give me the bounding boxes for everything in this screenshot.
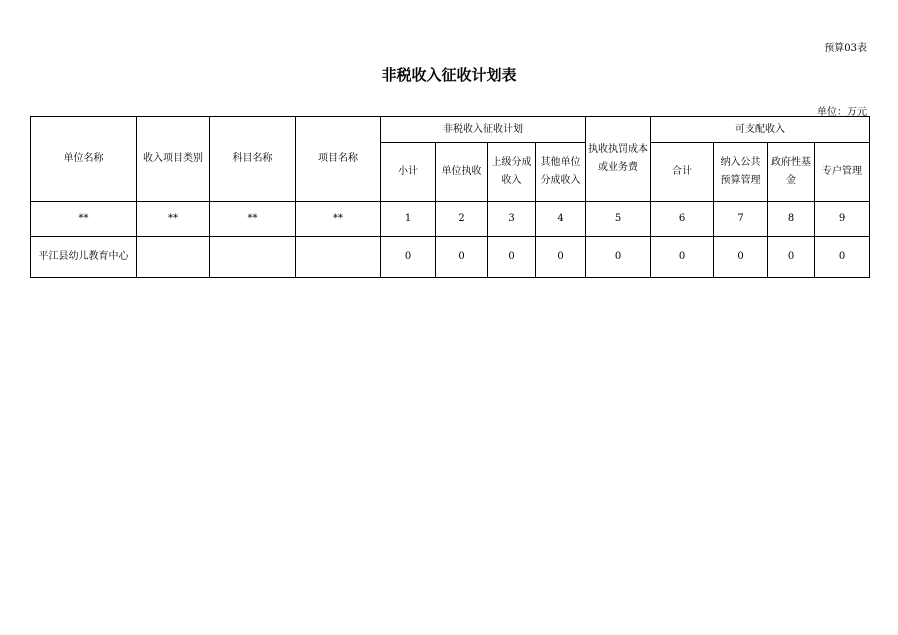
index-cell: 1 (381, 202, 436, 237)
item-cell (296, 237, 381, 278)
col-gov-fund: 政府性基金 (768, 143, 815, 202)
value-cell: 0 (488, 237, 536, 278)
index-cell: 2 (436, 202, 488, 237)
index-cell: 5 (586, 202, 651, 237)
index-cell: ** (296, 202, 381, 237)
value-cell: 0 (536, 237, 586, 278)
index-cell: 3 (488, 202, 536, 237)
unit-name-cell: 平江县幼儿教育中心 (31, 237, 137, 278)
index-cell: ** (31, 202, 137, 237)
col-cost: 执收执罚成本或业务费 (586, 117, 651, 202)
page-title: 非税收入征收计划表 (381, 66, 517, 84)
col-special: 专户管理 (815, 143, 870, 202)
index-cell: 7 (714, 202, 768, 237)
income-type-cell (137, 237, 210, 278)
header-row-1 (31, 117, 870, 143)
unit-label: 单位：万元 (817, 107, 867, 118)
form-number: 预算03表 (824, 43, 867, 54)
col-unit-name: 单位名称 (31, 117, 137, 202)
index-cell: ** (137, 202, 210, 237)
col-item-name: 项目名称 (296, 117, 381, 202)
col-subtotal: 小计 (381, 143, 436, 202)
value-cell: 0 (768, 237, 815, 278)
col-unit-enforce: 单位执收 (436, 143, 488, 202)
table-row (31, 237, 870, 278)
col-income-type: 收入项目类别 (137, 117, 210, 202)
index-cell: ** (210, 202, 296, 237)
value-cell: 0 (651, 237, 714, 278)
index-cell: 4 (536, 202, 586, 237)
subject-cell (210, 237, 296, 278)
col-upper-share: 上级分成收入 (488, 143, 536, 202)
col-subject-name: 科目名称 (210, 117, 296, 202)
index-row (31, 202, 870, 237)
value-cell: 0 (815, 237, 870, 278)
group-plan: 非税收入征收计划 (381, 117, 586, 143)
value-cell: 0 (586, 237, 651, 278)
budget-table (30, 116, 870, 278)
value-cell: 0 (381, 237, 436, 278)
value-cell: 0 (436, 237, 488, 278)
col-public-budget: 纳入公共预算管理 (714, 143, 768, 202)
index-cell: 9 (815, 202, 870, 237)
value-cell: 0 (714, 237, 768, 278)
group-available: 可支配收入 (651, 117, 870, 143)
index-cell: 8 (768, 202, 815, 237)
col-other-share: 其他单位分成收入 (536, 143, 586, 202)
col-total: 合计 (651, 143, 714, 202)
index-cell: 6 (651, 202, 714, 237)
